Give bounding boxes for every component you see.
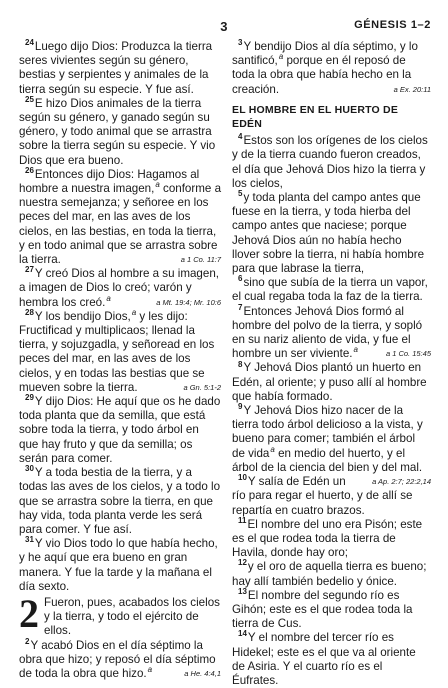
verse-number: 27 bbox=[25, 265, 34, 275]
verse-text: conforme a nuestra semejanza; y señoree en los peces del mar, en las aves de los cielos, en las bestias, en toda la tierra, y en todo animal que se arrastra sobre la tierra. bbox=[19, 182, 222, 267]
verse-number: 3 bbox=[238, 38, 243, 48]
verse-25 bbox=[19, 94, 221, 168]
verse-text: Y bendijo Dios al día séptimo, y lo santificó, bbox=[232, 40, 418, 68]
verse-number: 8 bbox=[238, 359, 243, 369]
verse-text: Y a toda bestia de la tierra, y a todas las aves de los cielos, y a todo lo que se arrastra sobre la tierra, en que hay vida, toda planta verde les será para comer. Y fue así. bbox=[19, 466, 221, 536]
verse-text: y toda planta del campo antes que fuese en la tierra, y toda hierba del campo antes que naciese; porque Jehová Dios aún no había hecho llover sobre la tierra, ni había hombre para que labrase la tierra, bbox=[232, 191, 425, 276]
verse-text: Entonces dijo Dios: Hagamos al hombre a nuestra imagen, bbox=[19, 167, 200, 196]
verse-13 bbox=[232, 586, 431, 632]
verse-text: Y los bendijo Dios, bbox=[34, 309, 131, 323]
verse-number: 13 bbox=[238, 586, 247, 596]
verse-text: sino que subía de la tierra un vapor, el cual regaba toda la faz de la tierra. bbox=[232, 276, 428, 304]
chapter-2-start bbox=[19, 590, 221, 639]
verse-text: y el oro de aquella tierra es bueno; hay allí también bedelio y ónice. bbox=[232, 560, 427, 588]
footnote-marker: a bbox=[131, 308, 137, 317]
section-title: EL HOMBRE EN EL HUERTO DE EDÉN bbox=[232, 103, 399, 131]
verse-text: y les dijo: Fructificad y multiplicaos; llenad la tierra, y sojuzgadla, y señoread en los peces del mar, en las aves de los cielos, y en todas las bestias que se mueven sobre la tierra. bbox=[19, 309, 215, 394]
cross-reference: a Gn. 5:1-2 bbox=[183, 382, 221, 392]
verse-text: Entonces Jehová Dios formó al hombre del polvo de la tierra, y sopló en su nariz aliento de vida, y fue el hombre un ser viviente. bbox=[232, 304, 423, 361]
verse-text: Luego dijo Dios: Produzca la tierra seres vivientes según su género, bestias y serpientes y animales de la tierra según su especie. Y fue así. bbox=[19, 40, 213, 96]
verse-number: 4 bbox=[238, 132, 243, 142]
cross-reference: a Mt. 19:4; Mr. 10:6 bbox=[156, 297, 221, 307]
verse-3 bbox=[232, 40, 431, 97]
footnote-marker: a bbox=[353, 345, 358, 355]
footnote-marker: a bbox=[270, 444, 275, 454]
verse-30 bbox=[19, 466, 221, 537]
verse-text: Y el nombre del tercer río es Hidekel; este es el que va al oriente de Asiria. Y el cuarto río es el Éufrates. bbox=[232, 631, 416, 687]
verse-4 bbox=[232, 134, 431, 191]
cross-reference: a Ex. 20:11 bbox=[393, 84, 431, 94]
page-number: 3 bbox=[220, 19, 228, 34]
verse-text: Y vio Dios todo lo que había hecho, y he aquí que era bueno en gran manera. Y fue la tarde y la mañana el día sexto. bbox=[19, 537, 218, 593]
verse-14 bbox=[232, 631, 431, 688]
chapter-number: 2 bbox=[19, 590, 39, 636]
verse-24 bbox=[19, 40, 221, 97]
verse-number: 5 bbox=[238, 189, 243, 199]
left-column bbox=[19, 38, 222, 680]
cross-reference: a Ap. 2:7; 22:2,14 bbox=[372, 477, 431, 487]
footnote-marker: a bbox=[278, 52, 284, 62]
verse-number: 25 bbox=[25, 94, 34, 104]
verse-7 bbox=[232, 302, 431, 362]
verse-text: Fueron, pues, acabados los cielos y la tierra, y todo el ejército de ellos. bbox=[44, 595, 220, 638]
verse-number: 30 bbox=[25, 464, 34, 474]
verse-number: 7 bbox=[238, 302, 243, 312]
verse-text: Y salía de Edén un río para regar el huerto, y de allí se repartía en cuatro brazos. bbox=[232, 475, 413, 517]
verse-number: 10 bbox=[238, 473, 247, 483]
verse-number: 2 bbox=[25, 636, 30, 646]
cross-reference: a 1 Co. 15:45 bbox=[385, 349, 431, 359]
verse-number: 28 bbox=[25, 308, 34, 317]
verse-27 bbox=[19, 267, 221, 310]
cross-reference: a He. 4:4,1 bbox=[184, 668, 221, 678]
verse-text: E hizo Dios animales de la tierra según su género, y ganado según su género, y todo animal que se arrastra sobre la tierra según su especie. Y vio Dios que era bueno. bbox=[19, 96, 216, 167]
verse-text: Y acabó Dios en el día séptimo la obra que hizo; y reposó el día séptimo de toda la obra que hizo. bbox=[19, 638, 216, 680]
verse-5 bbox=[232, 191, 431, 276]
verse-text: Estos son los orígenes de los cielos y de la tierra cuando fueron creados, el día que Jehová Dios hizo la tierra y los cielos, bbox=[232, 134, 428, 190]
verse-text: El nombre del segundo río es Gihón; este es el que rodea toda la tierra de Cus. bbox=[232, 588, 413, 631]
verse-8 bbox=[232, 361, 431, 404]
verse-text: Y Jehová Dios plantó un huerto en Edén, al oriente; y puso allí al hombre que había formado. bbox=[232, 361, 427, 403]
verse-31 bbox=[19, 537, 221, 594]
verse-number: 6 bbox=[238, 274, 243, 284]
verse-28 bbox=[19, 310, 221, 395]
cross-reference: a 1 Co. 11:7 bbox=[180, 255, 221, 265]
verse-number: 11 bbox=[238, 515, 247, 525]
verse-29 bbox=[19, 395, 221, 466]
verse-text: Y dijo Dios: He aquí que os he dado toda planta que da semilla, que está sobre toda la tierra, y todo árbol en que hay fruto y que da semilla; os serán para comer. bbox=[19, 395, 221, 465]
verse-text: Y Jehová Dios hizo nacer de la tierra todo árbol delicioso a la vista, y bueno para comer; también el árbol de vida bbox=[232, 404, 423, 460]
verse-2 bbox=[19, 636, 221, 682]
verse-6 bbox=[232, 276, 431, 304]
verse-number: 24 bbox=[25, 38, 34, 48]
verse-11 bbox=[232, 515, 431, 561]
footnote-marker: a bbox=[147, 665, 153, 675]
verse-text: en medio del huerto, y el árbol de la ciencia del bien y del mal. bbox=[232, 446, 423, 474]
footnote-marker: a bbox=[155, 180, 160, 190]
verse-number: 14 bbox=[238, 629, 247, 639]
verse-12 bbox=[232, 560, 431, 588]
verse-text: El nombre del uno era Pisón; este es el que rodea toda la tierra de Havila, donde hay oro; bbox=[232, 517, 423, 560]
verse-text: porque en él reposó de toda la obra que había hecho en la creación. bbox=[232, 54, 412, 96]
verse-number: 26 bbox=[25, 165, 34, 175]
verse-number: 29 bbox=[25, 393, 34, 403]
footnote-marker: a bbox=[106, 293, 111, 303]
verse-26 bbox=[19, 165, 222, 267]
verse-number: 12 bbox=[238, 558, 247, 568]
verse-text: Y creó Dios al hombre a su imagen, a imagen de Dios lo creó; varón y hembra los creó. bbox=[19, 267, 219, 309]
running-head: GÉNESIS 1–2 bbox=[354, 19, 431, 31]
verse-number: 9 bbox=[238, 402, 243, 412]
right-column bbox=[232, 38, 431, 687]
verse-number: 31 bbox=[25, 535, 34, 545]
